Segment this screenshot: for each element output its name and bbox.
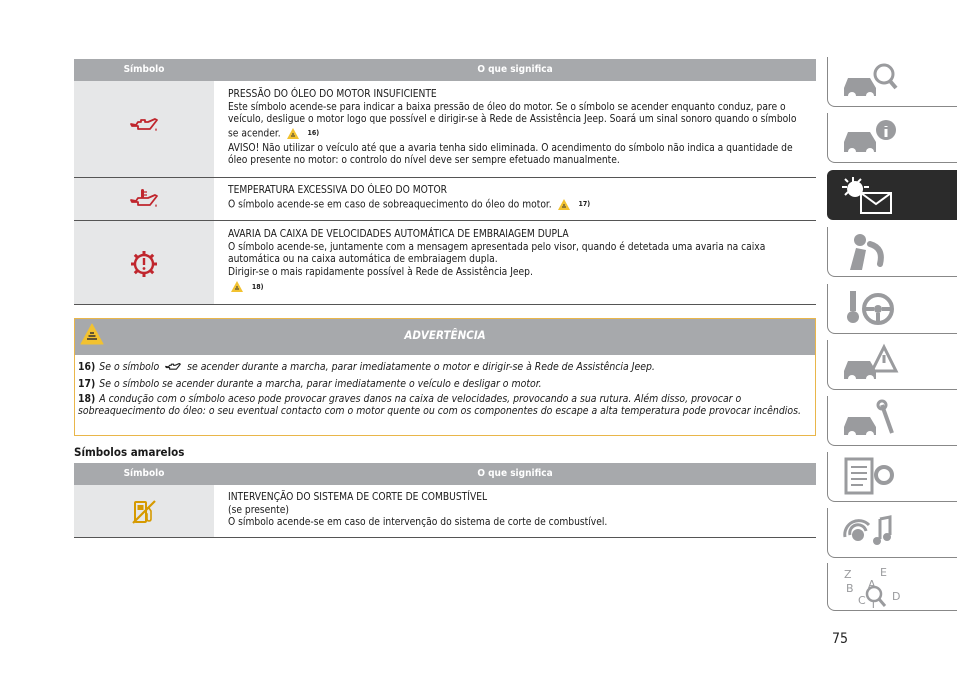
alphabetical-index-icon <box>840 566 920 612</box>
row-text: Este símbolo acende-se para indicar a baixa pressão de óleo do motor. Se o símbolo se acender enquanto conduz, pare o veículo, desligue o motor logo que possível e dirigir-se à Rede de Assistência Jeep. Soará um sinal sonoro quando o símbolo se acender. <box>228 101 797 140</box>
warning-number: 18) <box>78 393 96 405</box>
divider <box>74 304 816 305</box>
tab-multimedia[interactable] <box>827 508 957 558</box>
tab-warning-lights[interactable] <box>827 170 957 220</box>
row-title: PRESSÃO DO ÓLEO DO MOTOR INSUFICIENTE <box>228 89 437 100</box>
row-warning-text: AVISO! Não utilizar o veículo até que a avaria tenha sido eliminada. O acendimento do símbolo não indica a quantidade de óleo presente no motor: o controlo do nível deve ser sempre efetuado manualmente. <box>228 142 793 167</box>
section-title: Símbolos amarelos <box>74 445 185 459</box>
col-meaning-header: O que significa <box>477 468 553 479</box>
col-meaning-header: O que significa <box>477 64 553 75</box>
svg-text:B: B <box>846 582 854 595</box>
warning-triangle-icon <box>230 280 244 293</box>
row-title: TEMPERATURA EXCESSIVA DO ÓLEO DO MOTOR <box>228 185 448 196</box>
reference-mark[interactable]: 18) <box>251 282 264 291</box>
divider <box>74 537 816 538</box>
warning-title: ADVERTÊNCIA <box>404 328 486 342</box>
warning-light-message-icon <box>839 173 899 219</box>
page-number: 75 <box>832 631 849 647</box>
tab-service[interactable] <box>827 396 957 446</box>
svg-text:E: E <box>880 566 887 579</box>
row-gearbox-fault <box>228 229 800 294</box>
reference-mark[interactable]: 16) <box>307 128 320 137</box>
svg-text:A: A <box>868 578 876 591</box>
warning-triangle-icon <box>286 127 300 140</box>
warning-number: 16) <box>78 361 96 373</box>
warning-item: 18) A condução com o símbolo aceso pode provocar graves danos na caixa de velocidades, provocando a sua rutura. Além disso, provocar o sobreaquecimento do óleo: o seu eventual contacto com o motor quente ou com os componentes do escape a alta temperatura pode provocar incêndios. <box>78 393 801 417</box>
row-oil-temperature <box>228 185 800 212</box>
row-text: (se presente) <box>228 504 289 516</box>
tab-key-wheel[interactable] <box>827 284 957 334</box>
tab-specifications[interactable] <box>827 452 957 502</box>
divider <box>74 177 816 178</box>
reference-mark[interactable]: 17) <box>578 199 591 208</box>
key-steering-wheel-icon <box>840 287 900 331</box>
row-oil-pressure <box>228 89 800 168</box>
row-text-2: O símbolo acende-se em caso de intervenção do sistema de corte de combustível. <box>228 517 608 529</box>
oil-can-icon <box>164 363 182 372</box>
table-header <box>74 59 816 81</box>
oil-can-icon <box>74 118 214 134</box>
svg-text:C: C <box>858 594 866 607</box>
row-text: O símbolo acende-se em caso de sobreaquecimento do óleo do motor. <box>228 199 552 211</box>
divider <box>74 220 816 221</box>
col-symbol-header: Símbolo <box>123 64 165 75</box>
table-header <box>74 463 816 485</box>
row-title: INTERVENÇÃO DO SISTEMA DE CORTE DE COMBUSTÍVEL <box>228 492 488 503</box>
row-text-2: Dirigir-se o mais rapidamente possível à Rede de Assistência Jeep. <box>228 266 533 278</box>
svg-text:T: T <box>870 598 877 611</box>
tab-breakdown[interactable] <box>827 340 957 390</box>
car-search-icon <box>840 60 900 104</box>
warning-item: 16) Se o símbolo se acender durante a marcha, parar imediatamente o motor e dirigir-se à Rede de Assistência Jeep. <box>78 361 655 373</box>
car-breakdown-icon <box>840 343 900 387</box>
row-fuel-cutoff <box>228 492 800 530</box>
car-service-icon <box>840 399 900 443</box>
tab-safety[interactable] <box>827 227 957 277</box>
warning-item: 17) Se o símbolo se acender durante a marcha, parar imediatamente o veículo e desligar o motor. <box>78 378 542 390</box>
row-title: AVARIA DA CAIXA DE VELOCIDADES AUTOMÁTICA DE EMBRAIAGEM DUPLA <box>228 229 569 240</box>
warning-triangle-icon <box>557 198 571 211</box>
col-symbol-header: Símbolo <box>123 468 165 479</box>
fuel-cutoff-icon <box>74 499 214 525</box>
airbag-safety-icon <box>840 230 900 274</box>
warning-number: 17) <box>78 378 96 390</box>
svg-text:Z: Z <box>844 568 852 581</box>
car-info-icon <box>840 116 900 160</box>
oil-temperature-icon <box>74 188 214 210</box>
specifications-icon <box>840 455 900 499</box>
gearbox-fault-icon <box>74 250 214 278</box>
row-text: O símbolo acende-se, juntamente com a mensagem apresentada pelo visor, quando é detetada uma avaria na caixa automática ou na caixa automática de embraiagem dupla. <box>228 241 766 266</box>
multimedia-icon <box>840 511 900 555</box>
svg-text:D: D <box>892 590 901 603</box>
tab-car-info[interactable] <box>827 113 957 163</box>
tab-car-search[interactable] <box>827 57 957 107</box>
tab-index[interactable] <box>827 563 957 611</box>
